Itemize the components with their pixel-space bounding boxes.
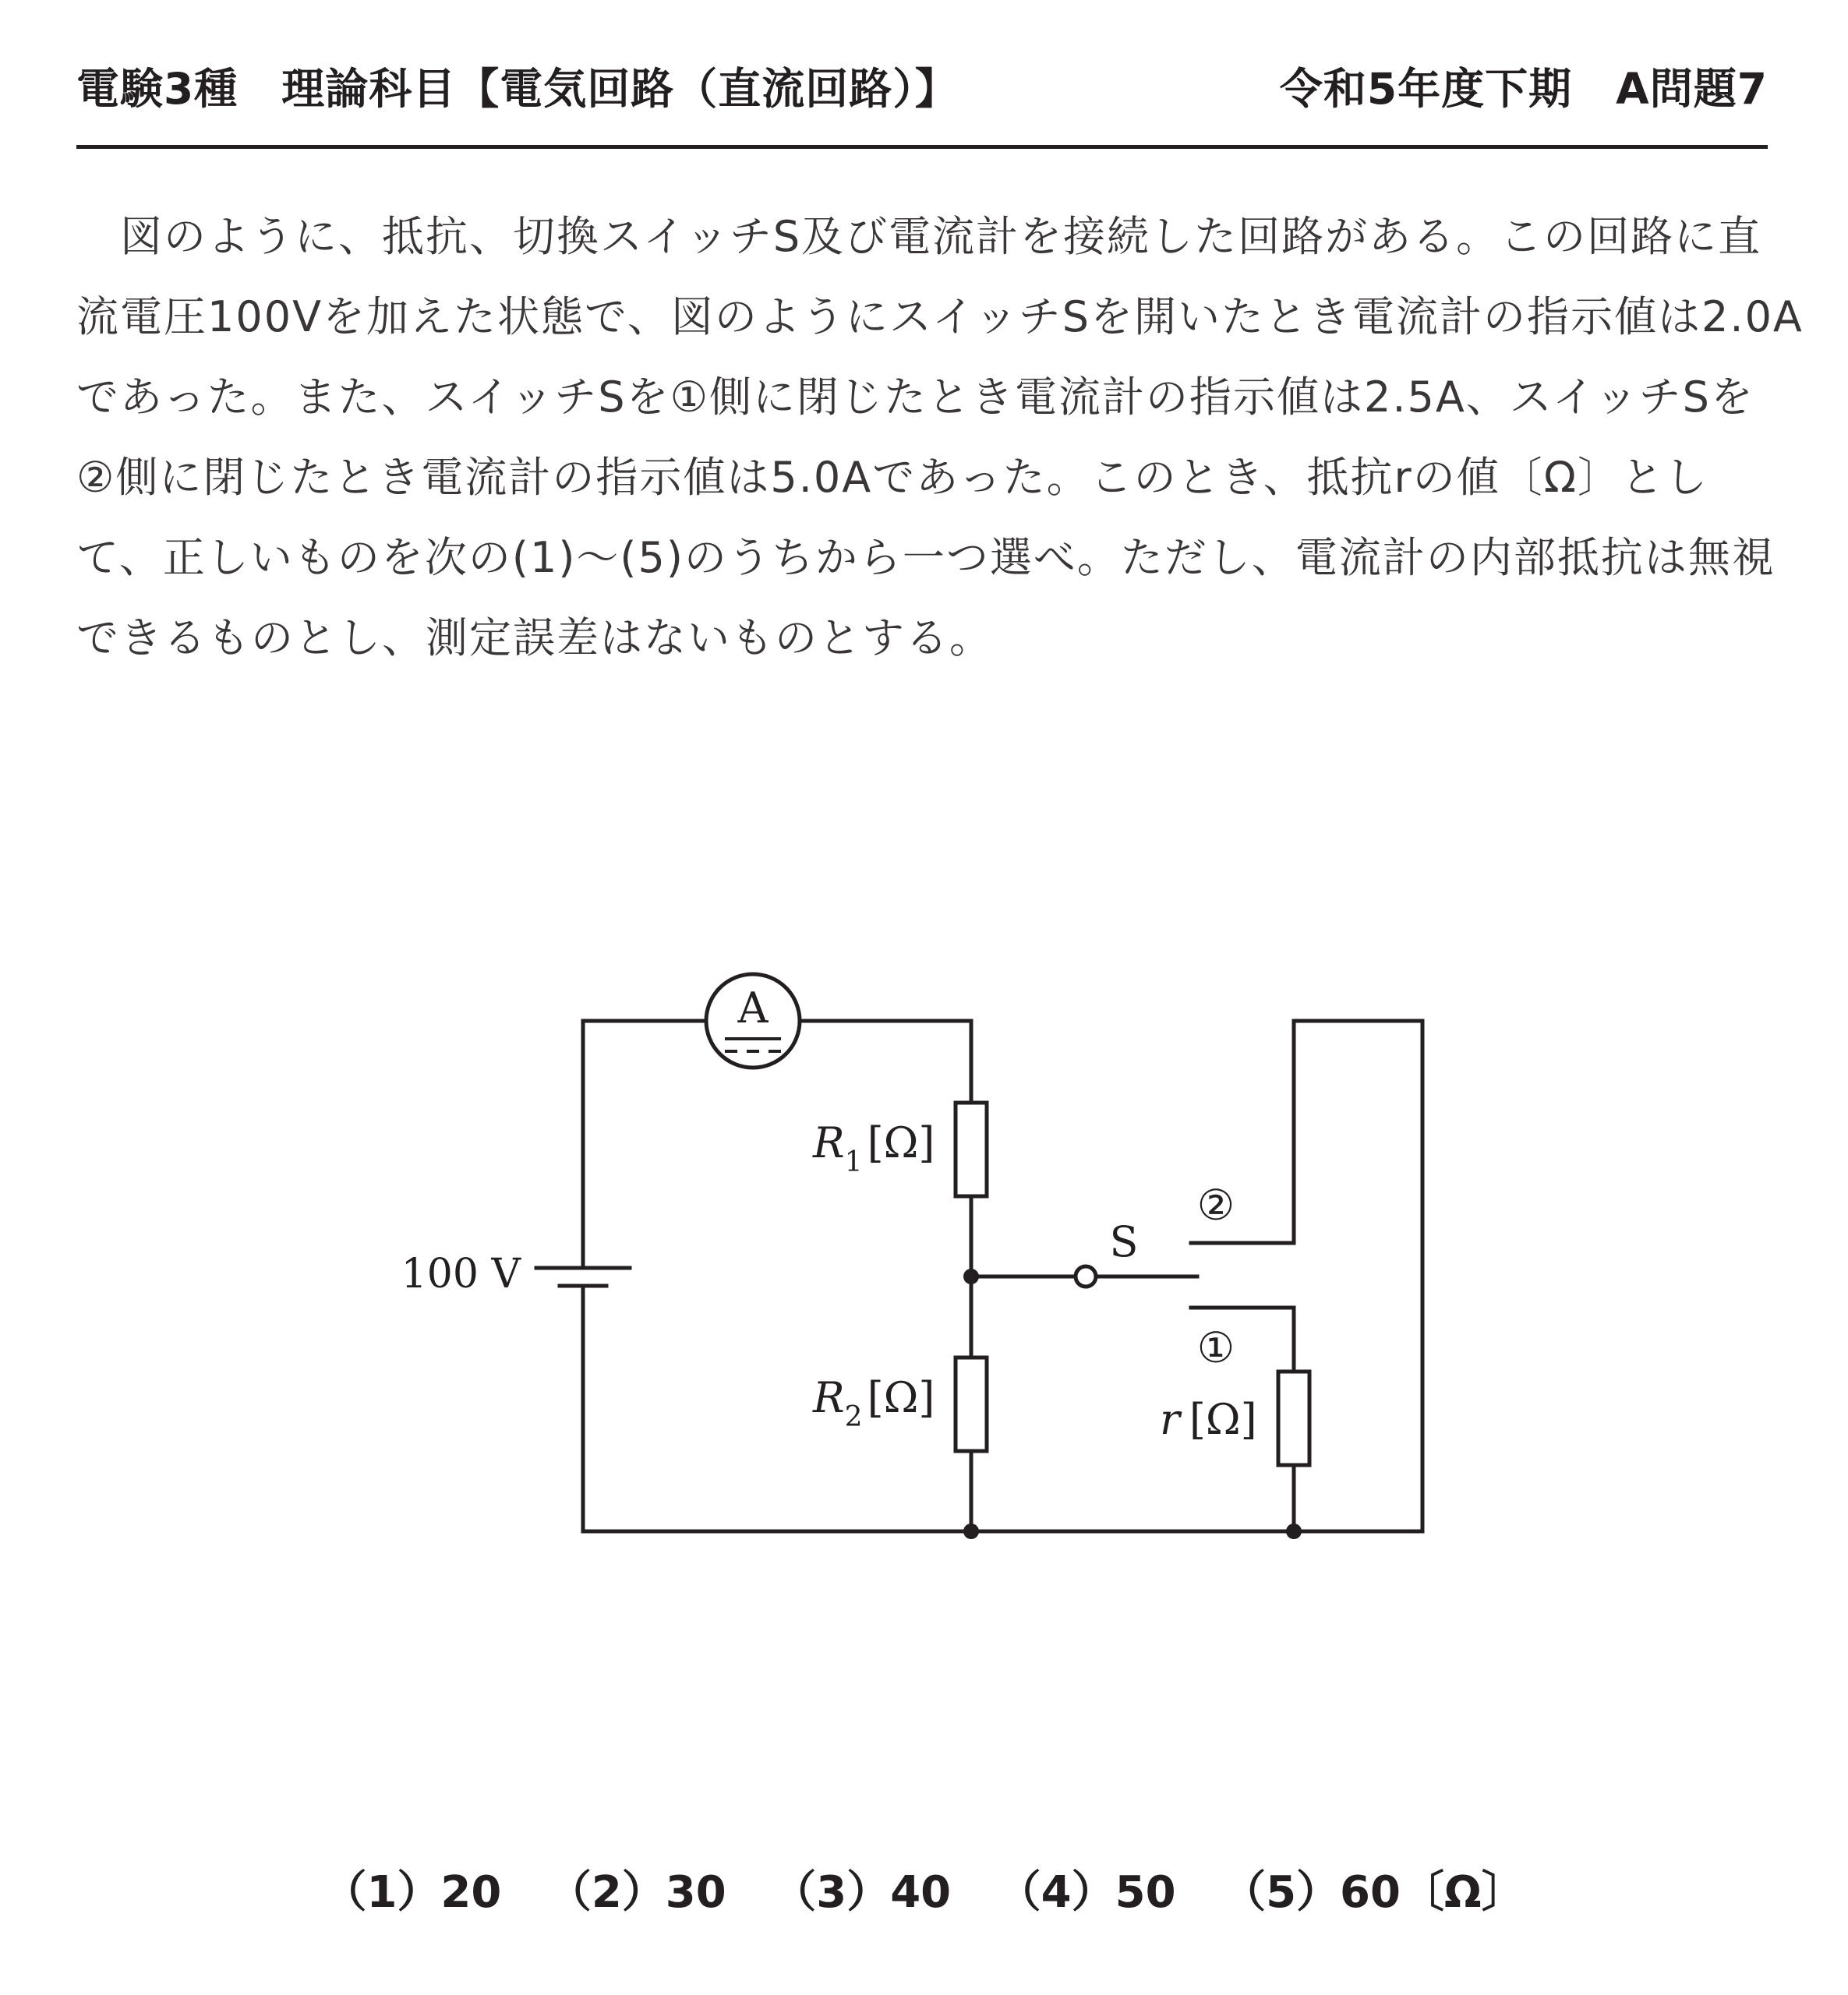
- r1-label: [812, 1118, 935, 1178]
- r2-label: [812, 1373, 935, 1433]
- ammeter-label: A: [737, 983, 769, 1033]
- problem-line: ②側に閉じたとき電流計の指示値は5.0Aであった。このとき、抵抗rの値〔Ω〕とし: [76, 453, 1708, 502]
- battery-label: 100 V: [401, 1251, 521, 1298]
- problem-line: 流電圧100Vを加えた状態で、図のようにスイッチSを開いたとき電流計の指示値は2.0A: [76, 292, 1804, 341]
- r-label: [1160, 1395, 1257, 1444]
- r1-subscript: 1: [844, 1146, 863, 1178]
- r2-symbol: R: [813, 1373, 845, 1422]
- answer-option-5: （5）60〔Ω〕: [1222, 1867, 1525, 1918]
- r1-unit: [Ω]: [867, 1118, 935, 1167]
- answer-option-4: （4）50: [997, 1867, 1176, 1918]
- header-title: 電験3種 理論科目【電気回路（直流回路）】: [76, 64, 959, 114]
- answer-options: [0, 1858, 1848, 1920]
- problem-line: 図のように、抵抗、切換スイッチS及び電流計を接続した回路がある。この回路に直: [76, 212, 1762, 261]
- pos1-label: ①: [1196, 1323, 1235, 1372]
- r-unit: [Ω]: [1189, 1395, 1257, 1444]
- header-problem-id: 令和5年度下期 A問題7: [1279, 64, 1768, 114]
- resistor-r2: [956, 1358, 987, 1451]
- junction-dot: [1286, 1524, 1302, 1539]
- r-symbol: r: [1160, 1395, 1180, 1444]
- pos2-label: ②: [1196, 1181, 1235, 1230]
- problem-line: て、正しいものを次の(1)～(5)のうちから一つ選べ。ただし、電流計の内部抵抗は無視: [76, 533, 1776, 582]
- problem-line: できるものとし、測定誤差はないものとする。: [76, 613, 993, 662]
- answer-option-2: （2）30: [547, 1867, 726, 1918]
- switch-label: S: [1109, 1217, 1139, 1266]
- junction-dot: [963, 1269, 979, 1284]
- answer-option-1: （1）20: [323, 1867, 502, 1918]
- r2-subscript: 2: [844, 1401, 863, 1433]
- answer-option-3: （3）40: [772, 1867, 952, 1918]
- junction-dot: [963, 1524, 979, 1539]
- problem-line: であった。また、スイッチSを①側に閉じたとき電流計の指示値は2.5A、スイッチSを: [76, 373, 1754, 422]
- resistor-r: [1278, 1372, 1309, 1465]
- resistor-r1: [956, 1103, 987, 1196]
- r2-unit: [Ω]: [867, 1373, 935, 1422]
- switch-pivot: [1076, 1266, 1096, 1287]
- r1-symbol: R: [813, 1118, 845, 1167]
